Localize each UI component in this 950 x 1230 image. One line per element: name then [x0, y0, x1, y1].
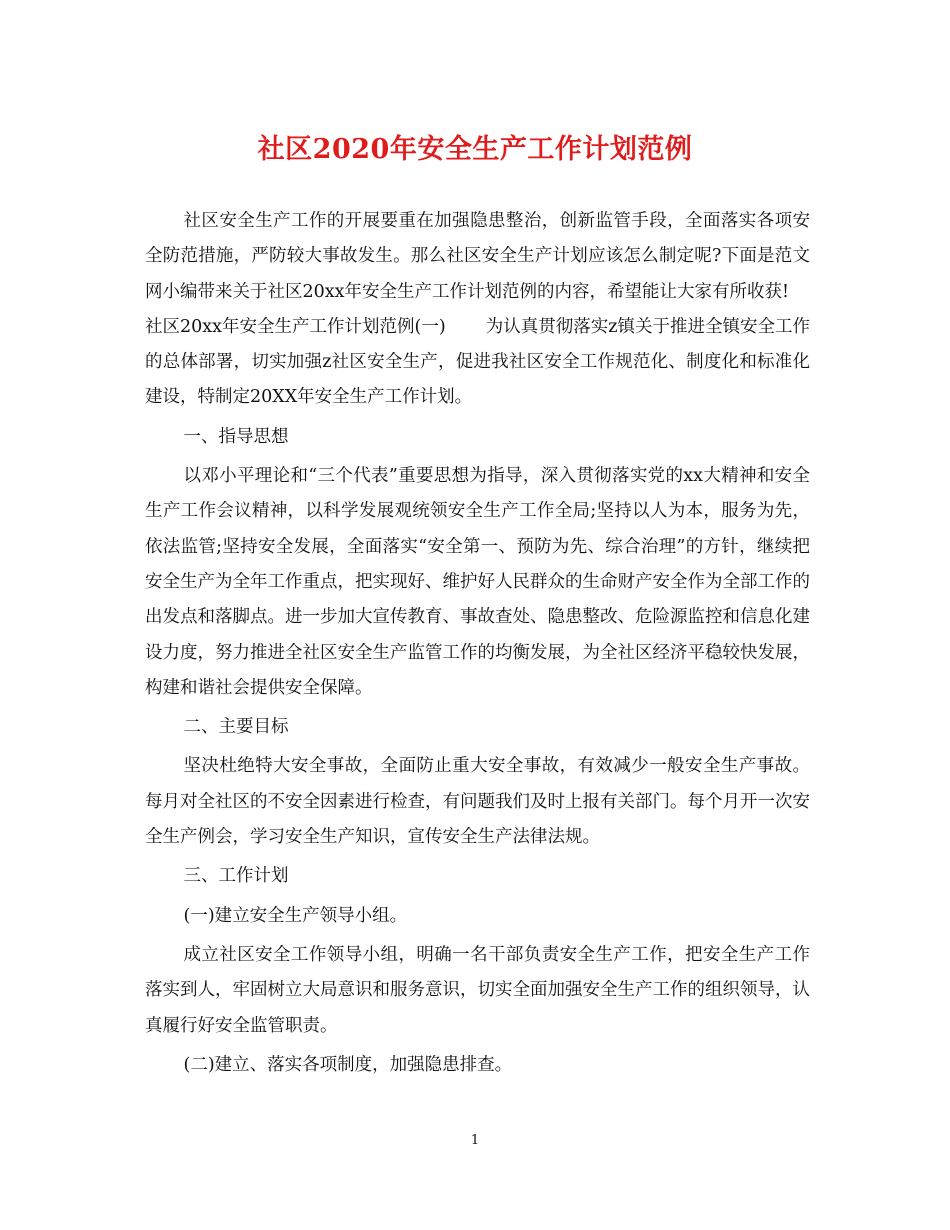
main-goals-paragraph: 坚决杜绝特大安全事故，全面防止重大安全事故，有效减少一般安全生产事故。每月对全社区的不安全因素进行检查，有问题我们及时上报有关部门。每个月开一次安全生产例会，学习安全生产知识，宣传安全生产法律法规。	[145, 756, 810, 848]
section-heading-work-plan: 三、工作计划	[183, 866, 289, 887]
example-paragraph	[145, 310, 810, 416]
example-heading: 社区20xx年安全生产工作计划范例(一)	[145, 316, 446, 337]
intro-paragraph: 社区安全生产工作的开展要重在加强隐患整治，创新监管手段，全面落实各项安全防范措施，严防较大事故发生。那么社区安全生产计划应该怎么制定呢?下面是范文网小编带来关于社区20xx年安全生产工作计划范例的内容，希望能让大家有所收获!	[145, 211, 810, 302]
leadership-group-paragraph: 成立社区安全工作领导小组，明确一名干部负责安全生产工作，把安全生产工作落实到人，牢固树立大局意识和服务意识，切实全面加强安全生产工作的组织领导，认真履行好安全监管职责。	[145, 944, 810, 1036]
section-heading-guiding-thought: 一、指导思想	[183, 426, 289, 447]
guiding-thought-paragraph: 以邓小平理论和“三个代表”重要思想为指导，深入贯彻落实党的xx大精神和安全生产工作会议精神，以科学发展观统领安全生产工作全局;坚持以人为本，服务为先，依法监管;坚持安全发展，全面落实“安全第一、预防为先、综合治理”的方针，继续把安全生产为全年工作重点，把实现好、维护好人民群众的生命财产安全作为全部工作的出发点和落脚点。进一步加大宣传教育、事故查处、隐患整改、危险源监控和信息化建设力度，努力推进全社区安全生产监管工作的均衡发展，为全社区经济平稳较快发展，构建和谐社会提供安全保障。	[145, 466, 810, 698]
section-heading-main-goals: 二、主要目标	[183, 717, 289, 738]
document-body	[145, 204, 810, 1083]
subsection-heading-systems: (二)建立、落实各项制度，加强隐患排查。	[183, 1054, 513, 1075]
example-opening: 为认真贯彻落实z镇关于推进全镇安全工作的总体部署，切实加强z社区安全生产，促进我社区安全工作规范化、制度化和标准化建设，特制定20XX年安全生产工作计划。	[145, 316, 810, 408]
page-number: 1	[470, 1133, 480, 1148]
subsection-heading-leadership-group: (一)建立安全生产领导小组。	[183, 905, 408, 926]
document-title: 社区2020年安全生产工作计划范例	[257, 134, 693, 165]
